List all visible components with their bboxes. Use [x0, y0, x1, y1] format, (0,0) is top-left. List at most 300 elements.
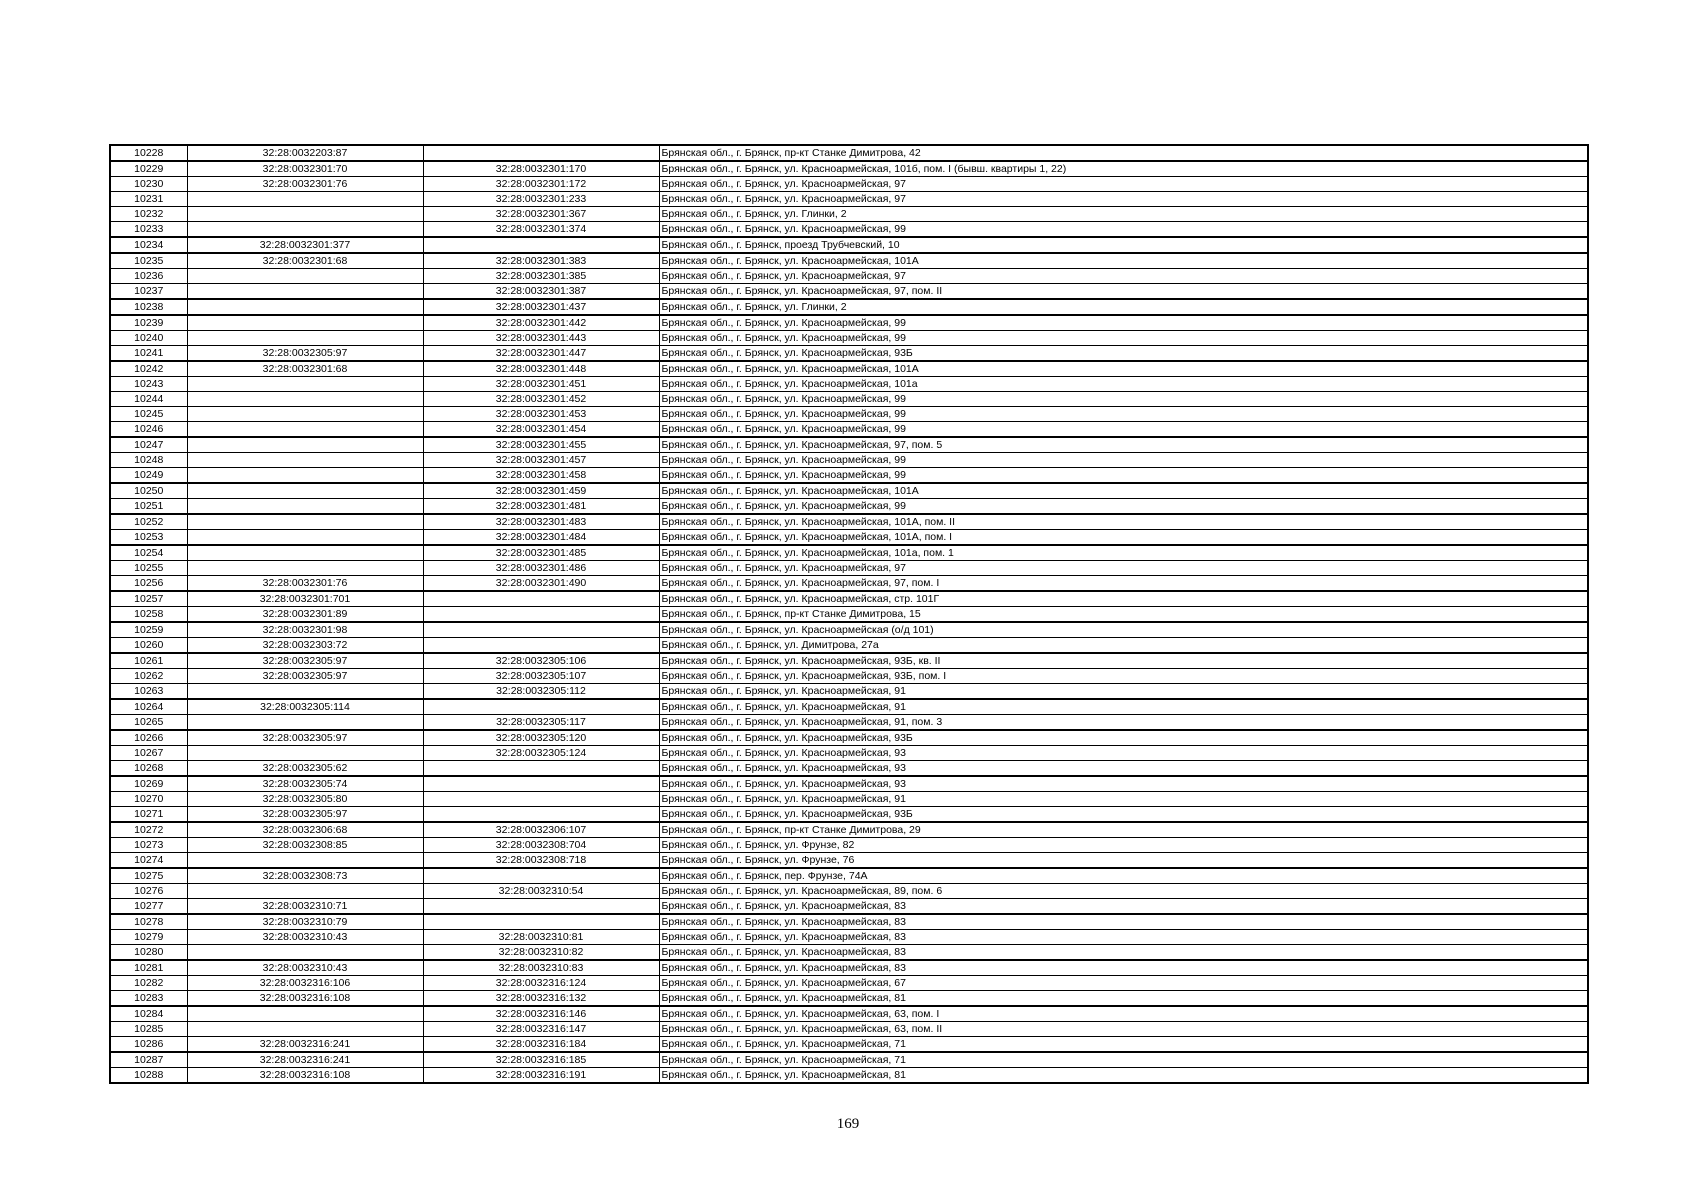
- table-row: [110, 237, 1588, 253]
- cadastral-number-secondary: 32:28:0032301:453: [423, 407, 659, 422]
- cadastral-number-secondary: [423, 868, 659, 884]
- cadastral-number-secondary: 32:28:0032310:81: [423, 930, 659, 945]
- record-number: 10241: [110, 346, 187, 362]
- record-number: 10272: [110, 822, 187, 838]
- table-row: [110, 776, 1588, 792]
- record-number: 10261: [110, 653, 187, 669]
- record-number: 10238: [110, 299, 187, 315]
- cadastral-number-primary: [187, 422, 423, 438]
- record-number: 10242: [110, 361, 187, 377]
- object-address: Брянская обл., г. Брянск, ул. Красноармейская, 97: [659, 269, 1588, 284]
- registry-table: [109, 144, 1589, 1084]
- object-address: Брянская обл., г. Брянск, ул. Красноармейская, 93Б, кв. II: [659, 653, 1588, 669]
- table-row: [110, 761, 1588, 777]
- cadastral-number-secondary: 32:28:0032306:107: [423, 822, 659, 838]
- cadastral-number-secondary: [423, 638, 659, 654]
- table-row: [110, 591, 1588, 607]
- record-number: 10252: [110, 514, 187, 530]
- table-row: [110, 1068, 1588, 1084]
- object-address: Брянская обл., г. Брянск, ул. Красноармейская, 81: [659, 1068, 1588, 1084]
- object-address: Брянская обл., г. Брянск, ул. Красноармейская, 99: [659, 468, 1588, 484]
- cadastral-number-primary: 32:28:0032203:87: [187, 145, 423, 161]
- registry-table-body: [110, 145, 1588, 1083]
- record-number: 10287: [110, 1052, 187, 1068]
- table-row: [110, 222, 1588, 238]
- cadastral-number-secondary: [423, 699, 659, 715]
- record-number: 10233: [110, 222, 187, 238]
- object-address: Брянская обл., г. Брянск, ул. Красноармейская, 99: [659, 222, 1588, 238]
- object-address: Брянская обл., г. Брянск, ул. Красноармейская, 99: [659, 331, 1588, 346]
- record-number: 10274: [110, 853, 187, 869]
- object-address: Брянская обл., г. Брянск, ул. Красноармейская, 101а, пом. 1: [659, 545, 1588, 561]
- object-address: Брянская обл., г. Брянск, ул. Красноармейская, 93Б: [659, 730, 1588, 746]
- table-row: [110, 991, 1588, 1007]
- table-row: [110, 161, 1588, 177]
- cadastral-number-primary: 32:28:0032306:68: [187, 822, 423, 838]
- cadastral-number-primary: 32:28:0032305:97: [187, 653, 423, 669]
- table-row: [110, 976, 1588, 991]
- object-address: Брянская обл., г. Брянск, ул. Красноармейская, 91: [659, 699, 1588, 715]
- record-number: 10282: [110, 976, 187, 991]
- object-address: Брянская обл., г. Брянск, ул. Красноармейская, 89, пом. 6: [659, 884, 1588, 899]
- record-number: 10279: [110, 930, 187, 945]
- object-address: Брянская обл., г. Брянск, ул. Красноармейская, 97: [659, 561, 1588, 576]
- cadastral-number-primary: 32:28:0032305:97: [187, 807, 423, 823]
- table-row: [110, 561, 1588, 576]
- cadastral-number-secondary: 32:28:0032316:146: [423, 1006, 659, 1022]
- cadastral-number-secondary: 32:28:0032301:442: [423, 315, 659, 331]
- cadastral-number-primary: [187, 407, 423, 422]
- object-address: Брянская обл., г. Брянск, ул. Красноармейская, 97, пом. I: [659, 576, 1588, 592]
- cadastral-number-primary: 32:28:0032310:79: [187, 914, 423, 930]
- cadastral-number-secondary: 32:28:0032301:233: [423, 192, 659, 207]
- record-number: 10248: [110, 453, 187, 468]
- table-row: [110, 945, 1588, 961]
- table-row: [110, 807, 1588, 823]
- table-row: [110, 377, 1588, 392]
- cadastral-number-secondary: [423, 792, 659, 807]
- cadastral-number-secondary: 32:28:0032301:484: [423, 530, 659, 546]
- table-row: [110, 576, 1588, 592]
- cadastral-number-secondary: 32:28:0032301:172: [423, 177, 659, 192]
- record-number: 10266: [110, 730, 187, 746]
- cadastral-number-primary: [187, 483, 423, 499]
- table-row: [110, 684, 1588, 700]
- cadastral-number-secondary: 32:28:0032305:107: [423, 669, 659, 684]
- object-address: Брянская обл., г. Брянск, пр-кт Станке Димитрова, 42: [659, 145, 1588, 161]
- object-address: Брянская обл., г. Брянск, ул. Красноармейская, 93Б: [659, 346, 1588, 362]
- table-row: [110, 792, 1588, 807]
- cadastral-number-primary: [187, 746, 423, 761]
- cadastral-number-primary: [187, 453, 423, 468]
- record-number: 10255: [110, 561, 187, 576]
- cadastral-number-primary: 32:28:0032308:73: [187, 868, 423, 884]
- record-number: 10231: [110, 192, 187, 207]
- cadastral-number-primary: 32:28:0032305:74: [187, 776, 423, 792]
- cadastral-number-primary: 32:28:0032301:89: [187, 607, 423, 623]
- table-row: [110, 177, 1588, 192]
- object-address: Брянская обл., г. Брянск, ул. Красноармейская, 99: [659, 407, 1588, 422]
- record-number: 10288: [110, 1068, 187, 1084]
- cadastral-number-secondary: [423, 607, 659, 623]
- cadastral-number-secondary: 32:28:0032301:490: [423, 576, 659, 592]
- cadastral-number-secondary: 32:28:0032301:374: [423, 222, 659, 238]
- object-address: Брянская обл., г. Брянск, ул. Красноармейская, 93: [659, 776, 1588, 792]
- table-row: [110, 930, 1588, 945]
- object-address: Брянская обл., г. Брянск, пр-кт Станке Димитрова, 29: [659, 822, 1588, 838]
- object-address: Брянская обл., г. Брянск, ул. Красноармейская (о/д 101): [659, 622, 1588, 638]
- table-row: [110, 653, 1588, 669]
- table-row: [110, 315, 1588, 331]
- table-row: [110, 715, 1588, 731]
- cadastral-number-primary: [187, 884, 423, 899]
- object-address: Брянская обл., г. Брянск, ул. Красноармейская, 93Б: [659, 807, 1588, 823]
- table-row: [110, 1006, 1588, 1022]
- record-number: 10253: [110, 530, 187, 546]
- cadastral-number-primary: [187, 331, 423, 346]
- table-row: [110, 453, 1588, 468]
- table-row: [110, 207, 1588, 222]
- cadastral-number-secondary: 32:28:0032305:117: [423, 715, 659, 731]
- object-address: Брянская обл., г. Брянск, ул. Красноармейская, 67: [659, 976, 1588, 991]
- table-row: [110, 192, 1588, 207]
- object-address: Брянская обл., г. Брянск, ул. Глинки, 2: [659, 299, 1588, 315]
- record-number: 10269: [110, 776, 187, 792]
- cadastral-number-secondary: 32:28:0032308:718: [423, 853, 659, 869]
- table-row: [110, 545, 1588, 561]
- record-number: 10249: [110, 468, 187, 484]
- record-number: 10258: [110, 607, 187, 623]
- table-row: [110, 1037, 1588, 1053]
- cadastral-number-primary: [187, 468, 423, 484]
- record-number: 10280: [110, 945, 187, 961]
- record-number: 10281: [110, 960, 187, 976]
- cadastral-number-primary: 32:28:0032316:241: [187, 1052, 423, 1068]
- cadastral-number-primary: [187, 684, 423, 700]
- cadastral-number-primary: 32:28:0032303:72: [187, 638, 423, 654]
- table-row: [110, 914, 1588, 930]
- cadastral-number-primary: [187, 530, 423, 546]
- record-number: 10262: [110, 669, 187, 684]
- record-number: 10271: [110, 807, 187, 823]
- record-number: 10264: [110, 699, 187, 715]
- object-address: Брянская обл., г. Брянск, ул. Красноармейская, 97: [659, 177, 1588, 192]
- cadastral-number-secondary: 32:28:0032301:485: [423, 545, 659, 561]
- cadastral-number-primary: 32:28:0032305:97: [187, 730, 423, 746]
- object-address: Брянская обл., г. Брянск, ул. Красноармейская, 83: [659, 899, 1588, 915]
- table-row: [110, 746, 1588, 761]
- record-number: 10245: [110, 407, 187, 422]
- cadastral-number-primary: [187, 392, 423, 407]
- cadastral-number-primary: 32:28:0032316:241: [187, 1037, 423, 1053]
- record-number: 10256: [110, 576, 187, 592]
- cadastral-number-primary: [187, 437, 423, 453]
- cadastral-number-primary: 32:28:0032301:98: [187, 622, 423, 638]
- object-address: Брянская обл., г. Брянск, ул. Красноармейская, 101б, пом. I (бывш. квартиры 1, 22): [659, 161, 1588, 177]
- cadastral-number-primary: [187, 1022, 423, 1037]
- object-address: Брянская обл., г. Брянск, ул. Красноармейская, 101А: [659, 483, 1588, 499]
- object-address: Брянская обл., г. Брянск, ул. Красноармейская, 83: [659, 930, 1588, 945]
- table-row: [110, 253, 1588, 269]
- cadastral-number-primary: [187, 1006, 423, 1022]
- table-row: [110, 822, 1588, 838]
- record-number: 10247: [110, 437, 187, 453]
- cadastral-number-secondary: [423, 622, 659, 638]
- record-number: 10228: [110, 145, 187, 161]
- page-number: 169: [836, 1116, 860, 1132]
- table-row: [110, 483, 1588, 499]
- cadastral-number-primary: 32:28:0032301:701: [187, 591, 423, 607]
- cadastral-number-primary: 32:28:0032301:68: [187, 253, 423, 269]
- object-address: Брянская обл., г. Брянск, ул. Красноармейская, 99: [659, 453, 1588, 468]
- object-address: Брянская обл., г. Брянск, ул. Красноармейская, 83: [659, 914, 1588, 930]
- cadastral-number-primary: 32:28:0032305:97: [187, 669, 423, 684]
- record-number: 10234: [110, 237, 187, 253]
- table-row: [110, 699, 1588, 715]
- record-number: 10251: [110, 499, 187, 515]
- table-row: [110, 437, 1588, 453]
- table-row: [110, 331, 1588, 346]
- record-number: 10278: [110, 914, 187, 930]
- record-number: 10243: [110, 377, 187, 392]
- cadastral-number-primary: [187, 222, 423, 238]
- record-number: 10246: [110, 422, 187, 438]
- object-address: Брянская обл., г. Брянск, ул. Красноармейская, 93: [659, 761, 1588, 777]
- cadastral-number-primary: [187, 315, 423, 331]
- object-address: Брянская обл., г. Брянск, ул. Красноармейская, 97: [659, 192, 1588, 207]
- cadastral-number-primary: 32:28:0032316:108: [187, 991, 423, 1007]
- object-address: Брянская обл., г. Брянск, ул. Красноармейская, 83: [659, 960, 1588, 976]
- object-address: Брянская обл., г. Брянск, проезд Трубчевский, 10: [659, 237, 1588, 253]
- object-address: Брянская обл., г. Брянск, ул. Красноармейская, 99: [659, 499, 1588, 515]
- cadastral-number-primary: [187, 284, 423, 300]
- record-number: 10230: [110, 177, 187, 192]
- record-number: 10268: [110, 761, 187, 777]
- cadastral-number-primary: [187, 207, 423, 222]
- cadastral-number-secondary: [423, 914, 659, 930]
- object-address: Брянская обл., г. Брянск, ул. Красноармейская, 97, пом. 5: [659, 437, 1588, 453]
- object-address: Брянская обл., г. Брянск, ул. Димитрова, 27а: [659, 638, 1588, 654]
- table-row: [110, 1022, 1588, 1037]
- cadastral-number-primary: 32:28:0032310:43: [187, 960, 423, 976]
- table-row: [110, 284, 1588, 300]
- object-address: Брянская обл., г. Брянск, ул. Красноармейская, 71: [659, 1052, 1588, 1068]
- object-address: Брянская обл., г. Брянск, ул. Красноармейская, 99: [659, 392, 1588, 407]
- cadastral-number-secondary: 32:28:0032301:452: [423, 392, 659, 407]
- table-row: [110, 499, 1588, 515]
- cadastral-number-primary: 32:28:0032301:377: [187, 237, 423, 253]
- object-address: Брянская обл., г. Брянск, ул. Красноармейская, 63, пом. II: [659, 1022, 1588, 1037]
- object-address: Брянская обл., г. Брянск, ул. Красноармейская, 71: [659, 1037, 1588, 1053]
- cadastral-number-secondary: 32:28:0032316:147: [423, 1022, 659, 1037]
- record-number: 10283: [110, 991, 187, 1007]
- table-row: [110, 1052, 1588, 1068]
- table-row: [110, 299, 1588, 315]
- cadastral-number-primary: [187, 377, 423, 392]
- record-number: 10275: [110, 868, 187, 884]
- cadastral-number-primary: 32:28:0032301:70: [187, 161, 423, 177]
- object-address: Брянская обл., г. Брянск, ул. Красноармейская, 91, пом. 3: [659, 715, 1588, 731]
- cadastral-number-secondary: [423, 807, 659, 823]
- cadastral-number-primary: 32:28:0032305:97: [187, 346, 423, 362]
- cadastral-number-secondary: 32:28:0032310:82: [423, 945, 659, 961]
- cadastral-number-secondary: 32:28:0032316:185: [423, 1052, 659, 1068]
- cadastral-number-secondary: 32:28:0032301:385: [423, 269, 659, 284]
- object-address: Брянская обл., г. Брянск, ул. Красноармейская, 101А: [659, 253, 1588, 269]
- cadastral-number-secondary: 32:28:0032301:383: [423, 253, 659, 269]
- table-row: [110, 884, 1588, 899]
- record-number: 10286: [110, 1037, 187, 1053]
- cadastral-number-primary: [187, 715, 423, 731]
- cadastral-number-primary: 32:28:0032301:76: [187, 177, 423, 192]
- record-number: 10240: [110, 331, 187, 346]
- cadastral-number-secondary: 32:28:0032301:448: [423, 361, 659, 377]
- table-row: [110, 607, 1588, 623]
- cadastral-number-primary: 32:28:0032305:80: [187, 792, 423, 807]
- record-number: 10284: [110, 1006, 187, 1022]
- cadastral-number-primary: 32:28:0032301:76: [187, 576, 423, 592]
- table-row: [110, 868, 1588, 884]
- cadastral-number-secondary: 32:28:0032310:83: [423, 960, 659, 976]
- table-row: [110, 145, 1588, 161]
- cadastral-number-secondary: 32:28:0032301:458: [423, 468, 659, 484]
- record-number: 10285: [110, 1022, 187, 1037]
- object-address: Брянская обл., г. Брянск, ул. Красноармейская, 91: [659, 792, 1588, 807]
- cadastral-number-secondary: 32:28:0032301:387: [423, 284, 659, 300]
- object-address: Брянская обл., г. Брянск, ул. Красноармейская, 93: [659, 746, 1588, 761]
- record-number: 10232: [110, 207, 187, 222]
- object-address: Брянская обл., г. Брянск, ул. Красноармейская, 63, пом. I: [659, 1006, 1588, 1022]
- table-row: [110, 622, 1588, 638]
- cadastral-number-primary: [187, 561, 423, 576]
- object-address: Брянская обл., г. Брянск, ул. Фрунзе, 76: [659, 853, 1588, 869]
- object-address: Брянская обл., г. Брянск, пр-кт Станке Димитрова, 15: [659, 607, 1588, 623]
- record-number: 10265: [110, 715, 187, 731]
- table-row: [110, 468, 1588, 484]
- object-address: Брянская обл., г. Брянск, ул. Фрунзе, 82: [659, 838, 1588, 853]
- record-number: 10267: [110, 746, 187, 761]
- cadastral-number-primary: 32:28:0032301:68: [187, 361, 423, 377]
- table-row: [110, 730, 1588, 746]
- object-address: Брянская обл., г. Брянск, ул. Красноармейская, 101а: [659, 377, 1588, 392]
- table-row: [110, 361, 1588, 377]
- table-row: [110, 346, 1588, 362]
- record-number: 10239: [110, 315, 187, 331]
- cadastral-number-primary: 32:28:0032305:62: [187, 761, 423, 777]
- object-address: Брянская обл., г. Брянск, ул. Красноармейская, 99: [659, 422, 1588, 438]
- table-row: [110, 899, 1588, 915]
- cadastral-number-primary: 32:28:0032316:106: [187, 976, 423, 991]
- table-row: [110, 853, 1588, 869]
- table-row: [110, 269, 1588, 284]
- record-number: 10254: [110, 545, 187, 561]
- cadastral-number-secondary: [423, 237, 659, 253]
- record-number: 10229: [110, 161, 187, 177]
- cadastral-number-secondary: 32:28:0032301:486: [423, 561, 659, 576]
- record-number: 10235: [110, 253, 187, 269]
- cadastral-number-primary: 32:28:0032308:85: [187, 838, 423, 853]
- record-number: 10270: [110, 792, 187, 807]
- cadastral-number-secondary: 32:28:0032301:367: [423, 207, 659, 222]
- cadastral-number-secondary: 32:28:0032301:481: [423, 499, 659, 515]
- cadastral-number-primary: 32:28:0032316:108: [187, 1068, 423, 1084]
- cadastral-number-secondary: 32:28:0032305:120: [423, 730, 659, 746]
- record-number: 10259: [110, 622, 187, 638]
- cadastral-number-secondary: [423, 899, 659, 915]
- record-number: 10260: [110, 638, 187, 654]
- object-address: Брянская обл., г. Брянск, ул. Красноармейская, 93Б, пом. I: [659, 669, 1588, 684]
- table-row: [110, 838, 1588, 853]
- cadastral-number-secondary: 32:28:0032301:451: [423, 377, 659, 392]
- table-row: [110, 530, 1588, 546]
- record-number: 10273: [110, 838, 187, 853]
- cadastral-number-primary: [187, 545, 423, 561]
- cadastral-number-primary: 32:28:0032305:114: [187, 699, 423, 715]
- cadastral-number-primary: [187, 853, 423, 869]
- cadastral-number-secondary: 32:28:0032316:191: [423, 1068, 659, 1084]
- table-row: [110, 960, 1588, 976]
- cadastral-number-primary: [187, 269, 423, 284]
- table-row: [110, 669, 1588, 684]
- cadastral-number-primary: [187, 299, 423, 315]
- cadastral-number-secondary: 32:28:0032310:54: [423, 884, 659, 899]
- object-address: Брянская обл., г. Брянск, ул. Красноармейская, 101А, пом. I: [659, 530, 1588, 546]
- object-address: Брянская обл., г. Брянск, пер. Фрунзе, 74А: [659, 868, 1588, 884]
- object-address: Брянская обл., г. Брянск, ул. Красноармейская, 101А: [659, 361, 1588, 377]
- cadastral-number-secondary: 32:28:0032305:112: [423, 684, 659, 700]
- cadastral-number-secondary: 32:28:0032301:447: [423, 346, 659, 362]
- object-address: Брянская обл., г. Брянск, ул. Красноармейская, 91: [659, 684, 1588, 700]
- object-address: Брянская обл., г. Брянск, ул. Красноармейская, 97, пом. II: [659, 284, 1588, 300]
- object-address: Брянская обл., г. Брянск, ул. Красноармейская, стр. 101Г: [659, 591, 1588, 607]
- table-row: [110, 392, 1588, 407]
- object-address: Брянская обл., г. Брянск, ул. Красноармейская, 83: [659, 945, 1588, 961]
- record-number: 10277: [110, 899, 187, 915]
- cadastral-number-primary: [187, 945, 423, 961]
- cadastral-number-secondary: 32:28:0032301:455: [423, 437, 659, 453]
- cadastral-number-secondary: 32:28:0032305:124: [423, 746, 659, 761]
- record-number: 10276: [110, 884, 187, 899]
- cadastral-number-secondary: 32:28:0032301:454: [423, 422, 659, 438]
- table-row: [110, 422, 1588, 438]
- record-number: 10237: [110, 284, 187, 300]
- cadastral-number-secondary: 32:28:0032301:443: [423, 331, 659, 346]
- record-number: 10244: [110, 392, 187, 407]
- record-number: 10250: [110, 483, 187, 499]
- cadastral-number-secondary: 32:28:0032305:106: [423, 653, 659, 669]
- cadastral-number-primary: 32:28:0032310:43: [187, 930, 423, 945]
- cadastral-number-secondary: [423, 761, 659, 777]
- object-address: Брянская обл., г. Брянск, ул. Красноармейская, 99: [659, 315, 1588, 331]
- object-address: Брянская обл., г. Брянск, ул. Красноармейская, 101А, пом. II: [659, 514, 1588, 530]
- cadastral-number-secondary: 32:28:0032316:124: [423, 976, 659, 991]
- object-address: Брянская обл., г. Брянск, ул. Красноармейская, 81: [659, 991, 1588, 1007]
- table-row: [110, 638, 1588, 654]
- cadastral-number-secondary: [423, 776, 659, 792]
- cadastral-number-secondary: 32:28:0032301:483: [423, 514, 659, 530]
- cadastral-number-secondary: 32:28:0032308:704: [423, 838, 659, 853]
- cadastral-number-primary: [187, 514, 423, 530]
- table-row: [110, 514, 1588, 530]
- object-address: Брянская обл., г. Брянск, ул. Глинки, 2: [659, 207, 1588, 222]
- cadastral-number-secondary: 32:28:0032316:132: [423, 991, 659, 1007]
- cadastral-number-primary: 32:28:0032310:71: [187, 899, 423, 915]
- cadastral-number-secondary: 32:28:0032301:437: [423, 299, 659, 315]
- cadastral-number-primary: [187, 499, 423, 515]
- record-number: 10257: [110, 591, 187, 607]
- record-number: 10236: [110, 269, 187, 284]
- cadastral-number-secondary: [423, 591, 659, 607]
